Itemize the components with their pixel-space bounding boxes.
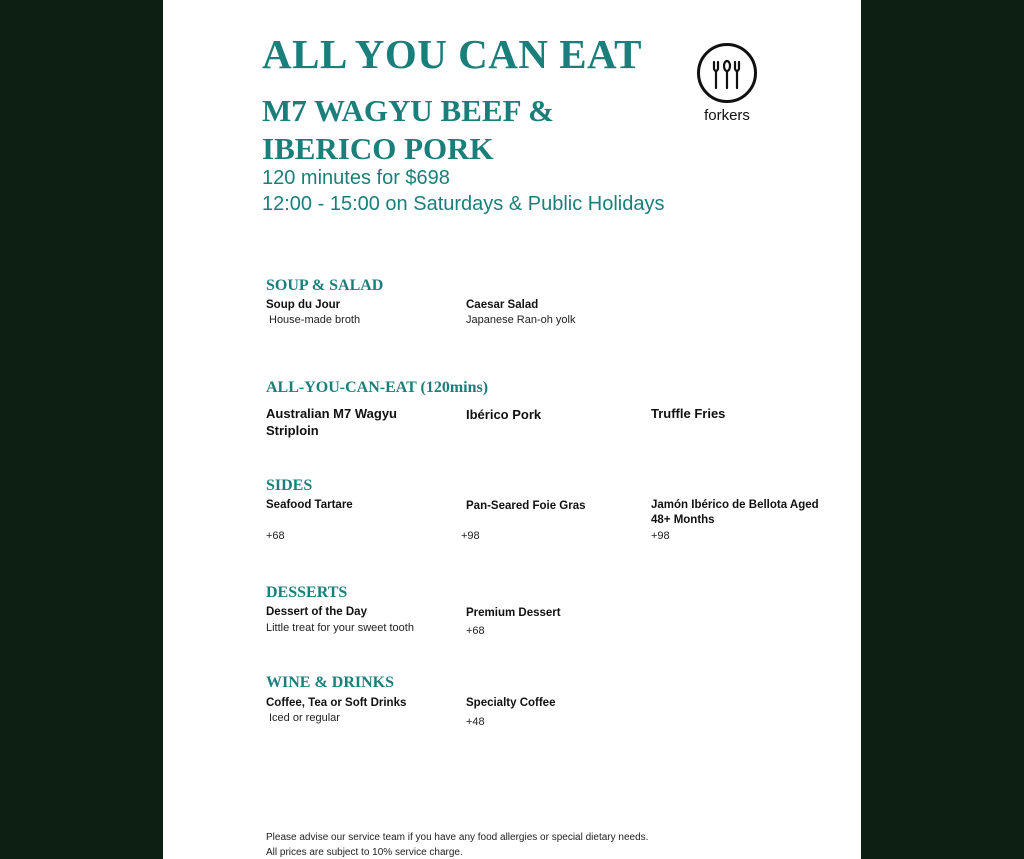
item-name: Premium Dessert: [466, 607, 561, 619]
schedule: 12:00 - 15:00 on Saturdays & Public Holidays: [262, 193, 665, 215]
item-desc: Little treat for your sweet tooth: [266, 622, 414, 634]
brand-logo: [694, 40, 764, 128]
duration-price: 120 minutes for $698: [262, 167, 450, 189]
menu-title: ALL YOU CAN EAT: [262, 31, 642, 77]
section-title-wine-drinks: WINE & DRINKS: [266, 674, 395, 691]
item-name: Dessert of the Day: [266, 606, 367, 618]
section-title-soup-salad: SOUP & SALAD: [266, 277, 384, 294]
service-charge-notice: All prices are subject to 10% service charge.: [266, 847, 463, 858]
item-name: Ibérico Pork: [466, 407, 542, 422]
item-name: Australian M7 Wagyu Striploin: [266, 406, 397, 438]
subtitle-line-2: IBERICO PORK: [262, 131, 494, 166]
menu-subtitle: [262, 92, 622, 168]
item-name: Seafood Tartare: [266, 499, 353, 511]
item-name: Jamón Ibérico de Bellota Aged 48+ Months: [651, 499, 819, 526]
item-desc: House-made broth: [269, 314, 361, 326]
subtitle-line-1: M7 WAGYU BEEF &: [262, 93, 554, 128]
item-name: Coffee, Tea or Soft Drinks: [266, 697, 407, 709]
fork-knife-spoon-icon: [697, 43, 757, 103]
item-price: +48: [466, 716, 485, 728]
item-name: Caesar Salad: [466, 299, 539, 311]
item-price: +98: [461, 530, 480, 542]
section-title-desserts: DESSERTS: [266, 584, 348, 601]
logo-text: forkers: [704, 107, 750, 124]
item-desc: Japanese Ran-oh yolk: [466, 314, 576, 326]
item-name: Pan-Seared Foie Gras: [466, 500, 586, 512]
item-name: Truffle Fries: [651, 406, 726, 421]
item-price: +68: [466, 625, 485, 637]
item-price: +68: [266, 530, 285, 542]
item-name: Specialty Coffee: [466, 697, 556, 709]
item-name: Soup du Jour: [266, 299, 341, 311]
item-desc: Iced or regular: [269, 712, 340, 724]
item-price: +98: [651, 530, 670, 542]
section-title-sides: SIDES: [266, 477, 313, 494]
menu-sheet: [163, 0, 861, 859]
allergy-notice: Please advise our service team if you have any food allergies or special dietary needs.: [266, 832, 649, 843]
section-title-all-you-can-eat: ALL-YOU-CAN-EAT (120mins): [266, 379, 489, 396]
